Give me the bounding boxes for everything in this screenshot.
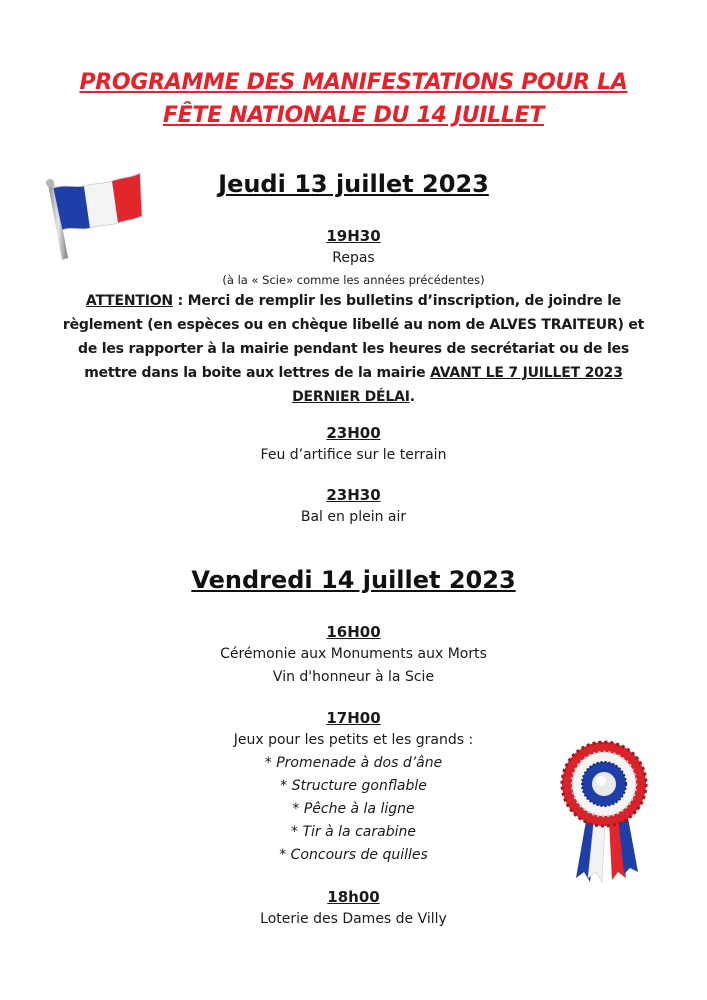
attention-text: Merci de remplir les bulletins d’inscription, de joindre le règlement (en espèces ou en chèque libellé au nom de ALVES TRAITEUR) et de les rapporter à la mairie pendant les heures de secrétariat ou de les mettre dans la boite aux lettres de la mairie <box>62 293 645 381</box>
list-item-text: Pêche à la ligne <box>303 801 415 817</box>
attention-label: ATTENTION <box>85 293 173 309</box>
event-label: Loterie des Dames de Villy <box>260 911 447 927</box>
attention-end: . <box>409 389 415 405</box>
list-item-text: Promenade à dos d’âne <box>276 755 443 771</box>
event-note: (à la « Scie» comme les années précédentes) <box>222 273 485 287</box>
event-time: 16H00 <box>326 623 381 641</box>
day2-event-ceremonie <box>40 621 667 689</box>
attention-deadline: AVANT LE 7 JUILLET 2023 DERNIER DÉLAI <box>292 365 623 405</box>
list-item: * Structure gonflable <box>280 778 427 794</box>
day2-heading: Vendredi 14 juillet 2023 <box>191 566 516 594</box>
event-time: 18h00 <box>327 888 380 906</box>
list-item: * Tir à la carabine <box>291 824 416 840</box>
page-title <box>30 66 677 132</box>
day1-heading: Jeudi 13 juillet 2023 <box>218 170 489 198</box>
event-time: 23H00 <box>326 424 381 442</box>
list-item: * Pêche à la ligne <box>292 801 415 817</box>
day2-event-loterie <box>40 886 667 931</box>
list-item-text: Tir à la carabine <box>302 824 416 840</box>
day1-event-feu <box>40 422 667 467</box>
event-intro: Jeux pour les petits et les grands : <box>233 732 474 748</box>
tricolor-rosette-icon <box>560 738 648 886</box>
event-label: Bal en plein air <box>300 509 407 525</box>
event-line-1: Cérémonie aux Monuments aux Morts <box>220 646 487 662</box>
day1-event-repas <box>40 225 667 290</box>
event-line-2: Vin d'honneur à la Scie <box>272 669 435 685</box>
list-item: * Promenade à dos d’âne <box>264 755 443 771</box>
title-line-2: FÊTE NATIONALE DU 14 JUILLET <box>162 103 545 128</box>
event-time: 19H30 <box>326 227 381 245</box>
event-label: Repas <box>332 250 375 266</box>
title-line-1: PROGRAMME DES MANIFESTATIONS POUR LA <box>79 70 628 95</box>
event-label: Feu d’artifice sur le terrain <box>260 447 447 463</box>
list-item-text: Concours de quilles <box>290 847 428 863</box>
attention-notice <box>60 289 647 409</box>
list-item-text: Structure gonflable <box>291 778 427 794</box>
event-time: 17H00 <box>326 709 381 727</box>
attention-separator: : <box>172 293 188 309</box>
event-time: 23H30 <box>326 486 381 504</box>
day1-event-bal <box>40 484 667 529</box>
list-item: * Concours de quilles <box>279 847 428 863</box>
